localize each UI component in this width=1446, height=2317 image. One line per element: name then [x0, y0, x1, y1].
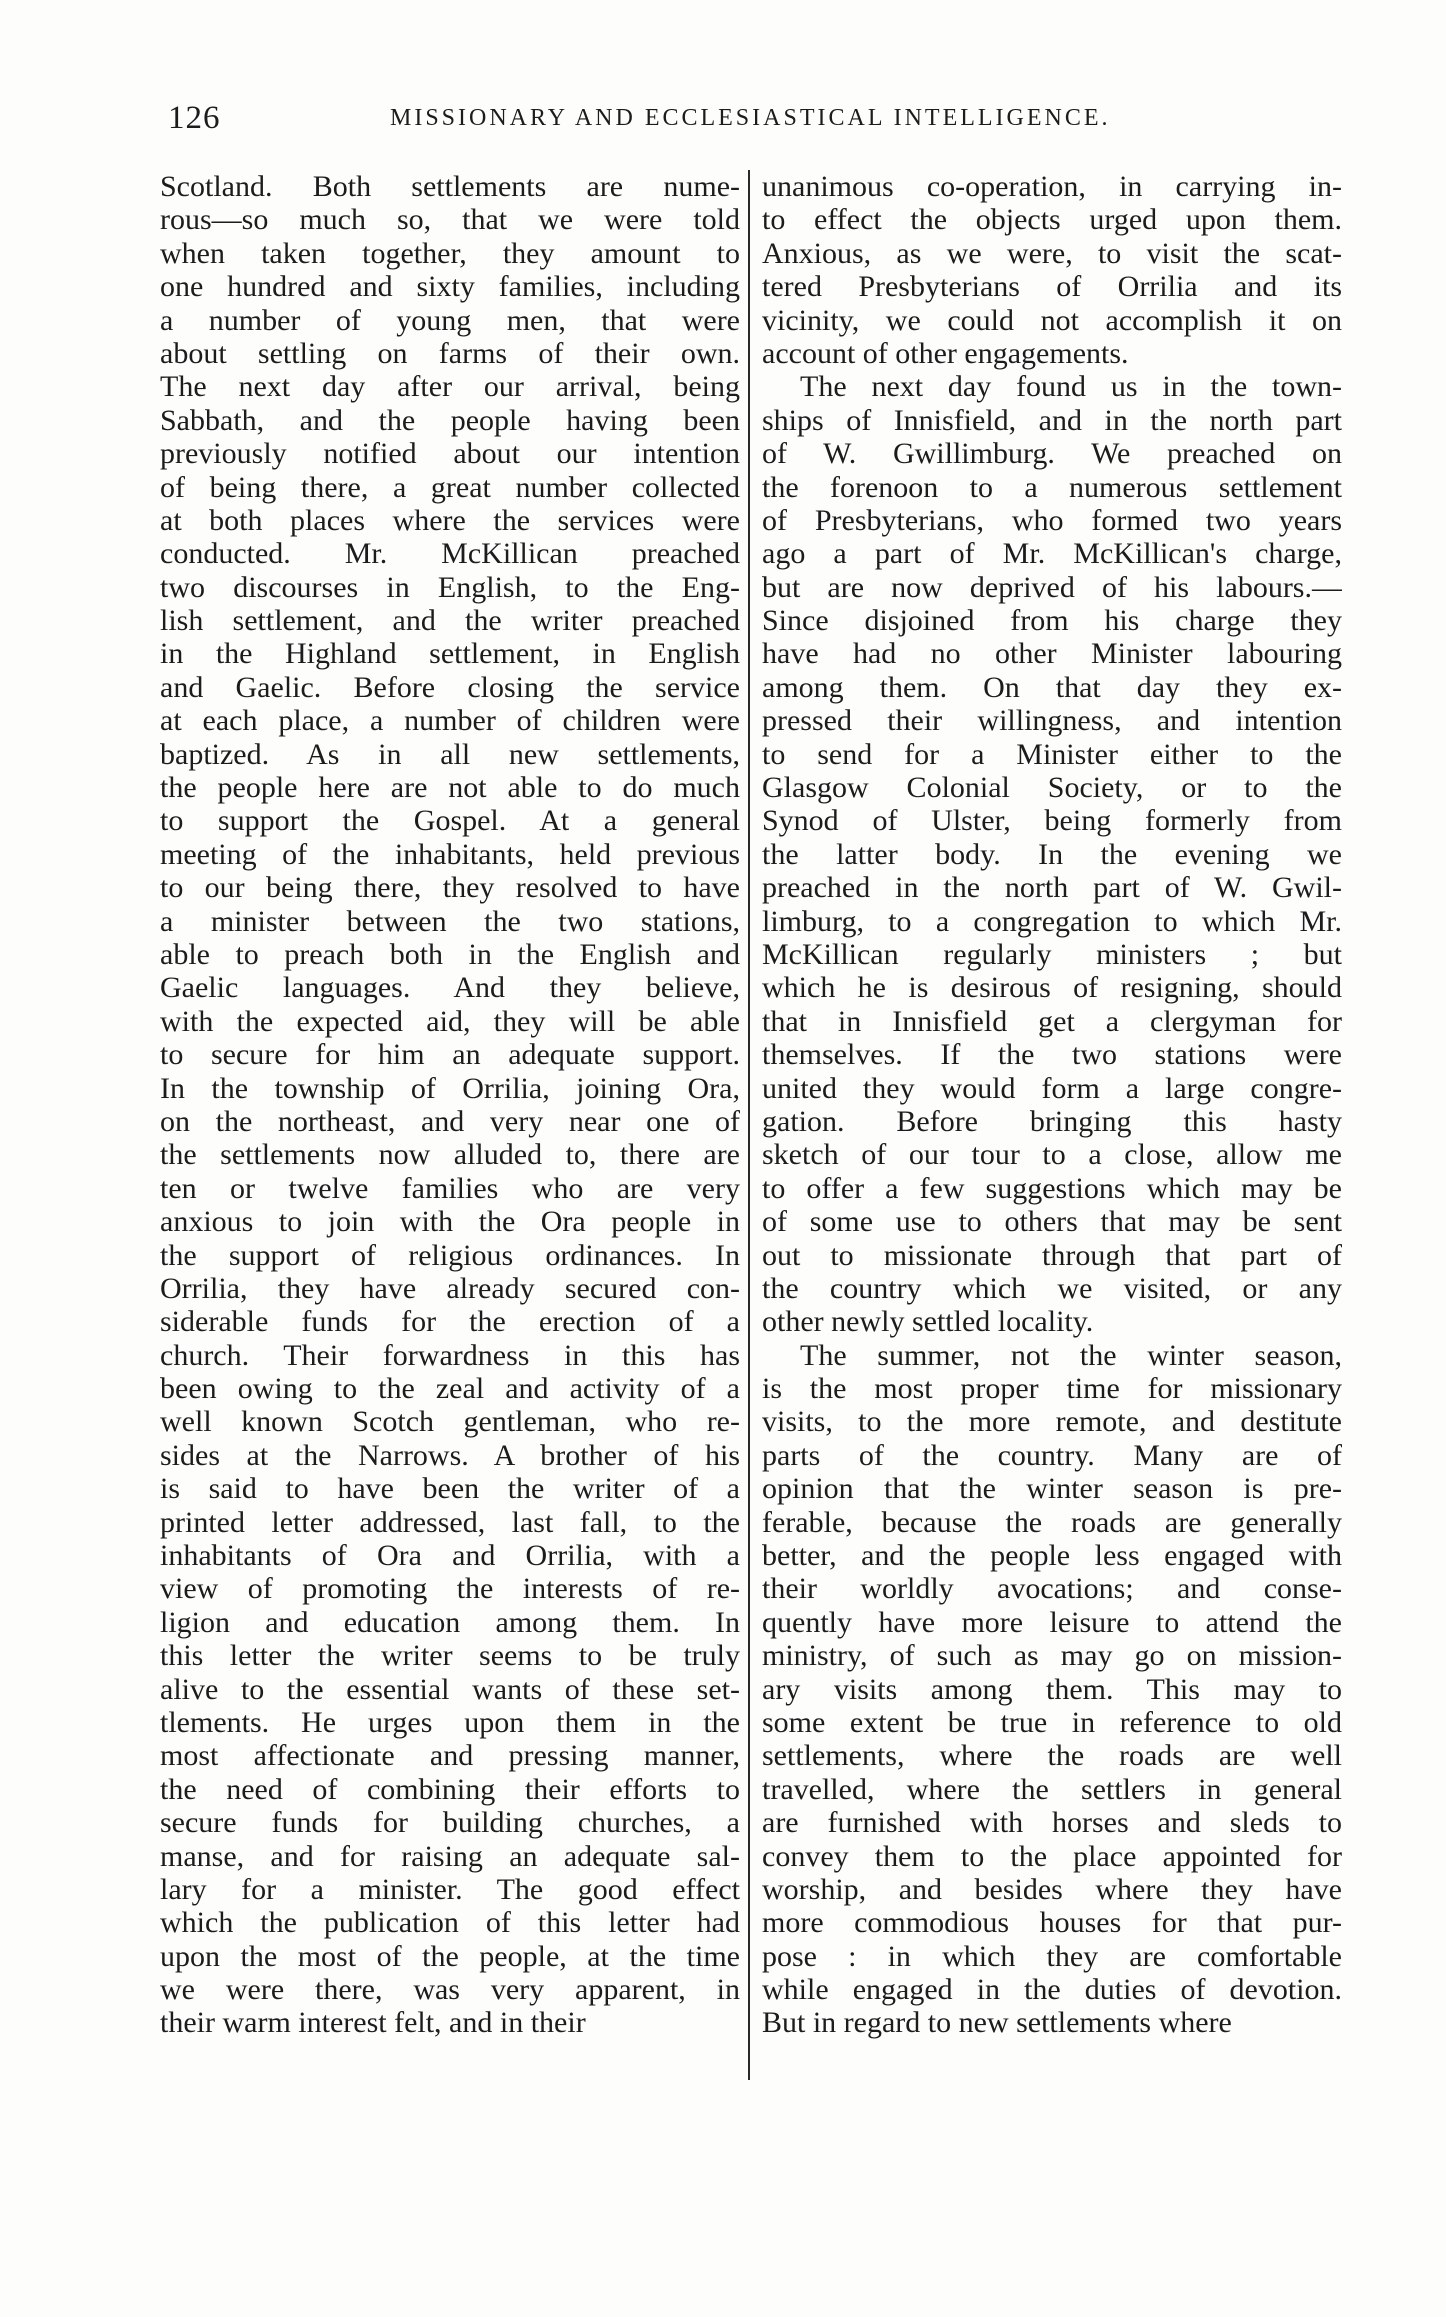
- text-line: among them. On that day they ex-: [762, 670, 1342, 704]
- text-line: ferable, because the roads are generally: [762, 1505, 1342, 1539]
- text-line: manse, and for raising an adequate sal-: [160, 1839, 740, 1873]
- text-line: more commodious houses for that pur-: [762, 1906, 1342, 1940]
- text-line: But in regard to new settlements where: [762, 2006, 1232, 2040]
- text-line: Anxious, as we were, to visit the scat-: [762, 236, 1342, 270]
- text-line: tered Presbyterians of Orrilia and its: [762, 270, 1342, 304]
- text-line: that in Innisfield get a clergyman for: [762, 1004, 1342, 1038]
- text-line: well known Scotch gentleman, who re-: [160, 1405, 740, 1439]
- text-line: the need of combining their efforts to: [160, 1772, 740, 1806]
- text-line: baptized. As in all new settlements,: [160, 737, 740, 771]
- text-line: we were there, was very apparent, in: [160, 1973, 740, 2007]
- text-line: church. Their forwardness in this has: [160, 1338, 740, 1372]
- text-line: lary for a minister. The good effect: [160, 1872, 740, 1906]
- text-line: Gaelic languages. And they believe,: [160, 971, 740, 1005]
- text-line: limburg, to a congregation to which Mr.: [762, 904, 1342, 938]
- text-line: anxious to join with the Ora people in: [160, 1205, 740, 1239]
- text-line: pressed their willingness, and intention: [762, 704, 1342, 738]
- text-line: able to preach both in the English and: [160, 937, 740, 971]
- text-line: which the publication of this letter had: [160, 1906, 740, 1940]
- text-line: about settling on farms of their own.: [160, 336, 740, 370]
- text-line: sides at the Narrows. A brother of his: [160, 1438, 740, 1472]
- text-line: the people here are not able to do much: [160, 771, 740, 805]
- text-line: parts of the country. Many are of: [762, 1438, 1342, 1472]
- text-line: The summer, not the winter season,: [800, 1338, 1342, 1372]
- text-line: unanimous co-operation, in carrying in-: [762, 170, 1342, 203]
- text-line: Scotland. Both settlements are nume-: [160, 170, 740, 203]
- text-line: this letter the writer seems to be truly: [160, 1639, 740, 1673]
- text-line: the forenoon to a numerous settlement: [762, 470, 1342, 504]
- text-line: to support the Gospel. At a general: [160, 804, 740, 838]
- text-line: some extent be true in reference to old: [762, 1705, 1342, 1739]
- text-line: visits, to the more remote, and destitute: [762, 1405, 1342, 1439]
- text-line: rous—so much so, that we were told: [160, 203, 740, 237]
- text-line: but are now deprived of his labours.—: [762, 570, 1342, 604]
- text-line: opinion that the winter season is pre-: [762, 1472, 1342, 1506]
- text-line: Sabbath, and the people having been: [160, 403, 740, 437]
- text-line: of some use to others that may be sent: [762, 1205, 1342, 1239]
- text-line: ships of Innisfield, and in the north part: [762, 403, 1342, 437]
- text-line: inhabitants of Ora and Orrilia, with a: [160, 1539, 740, 1573]
- text-line: the latter body. In the evening we: [762, 837, 1342, 871]
- text-line: at each place, a number of children were: [160, 704, 740, 738]
- text-line: ary visits among them. This may to: [762, 1672, 1342, 1706]
- text-line: the support of religious ordinances. In: [160, 1238, 740, 1272]
- text-line: two discourses in English, to the Eng-: [160, 570, 740, 604]
- text-line: united they would form a large congre-: [762, 1071, 1342, 1105]
- text-line: and Gaelic. Before closing the service: [160, 670, 740, 704]
- text-line: is the most proper time for missionary: [762, 1372, 1342, 1406]
- text-line: the settlements now alluded to, there are: [160, 1138, 740, 1172]
- text-line: ministry, of such as may go on mission-: [762, 1639, 1342, 1673]
- text-line: quently have more leisure to attend the: [762, 1605, 1342, 1639]
- text-line: lish settlement, and the writer preached: [160, 604, 740, 638]
- text-line: Orrilia, they have already secured con-: [160, 1271, 740, 1305]
- text-line: In the township of Orrilia, joining Ora,: [160, 1071, 740, 1105]
- running-title: MISSIONARY AND ECCLESIASTICAL INTELLIGENCE.: [390, 105, 1111, 131]
- right-column: [762, 170, 1342, 2040]
- text-line: worship, and besides where they have: [762, 1872, 1342, 1906]
- text-line: to our being there, they resolved to have: [160, 871, 740, 905]
- text-line: ago a part of Mr. McKillican's charge,: [762, 537, 1342, 571]
- text-line: pose : in which they are comfortable: [762, 1939, 1342, 1973]
- text-line: to effect the objects urged upon them.: [762, 203, 1342, 237]
- text-line: to offer a few suggestions which may be: [762, 1171, 1342, 1205]
- text-line: to send for a Minister either to the: [762, 737, 1342, 771]
- text-line: which he is desirous of resigning, should: [762, 971, 1342, 1005]
- text-line: view of promoting the interests of re-: [160, 1572, 740, 1606]
- text-line: previously notified about our intention: [160, 437, 740, 471]
- text-line: upon the most of the people, at the time: [160, 1939, 740, 1973]
- text-line: gation. Before bringing this hasty: [762, 1104, 1342, 1138]
- text-line: of being there, a great number collected: [160, 470, 740, 504]
- text-line: their warm interest felt, and in their: [160, 2006, 586, 2040]
- text-line: alive to the essential wants of these set-: [160, 1672, 740, 1706]
- text-line: when taken together, they amount to: [160, 236, 740, 270]
- text-line: The next day found us in the town-: [800, 370, 1342, 404]
- text-line: travelled, where the settlers in general: [762, 1772, 1342, 1806]
- text-line: to secure for him an adequate support.: [160, 1038, 740, 1072]
- text-line: been owing to the zeal and activity of a: [160, 1372, 740, 1406]
- text-line: preached in the north part of W. Gwil-: [762, 871, 1342, 905]
- text-line: vicinity, we could not accomplish it on: [762, 303, 1342, 337]
- text-line: secure funds for building churches, a: [160, 1806, 740, 1840]
- text-line: other newly settled locality.: [762, 1305, 1094, 1339]
- text-line: The next day after our arrival, being: [160, 370, 740, 404]
- text-line: are furnished with horses and sleds to: [762, 1806, 1342, 1840]
- text-line: have had no other Minister labouring: [762, 637, 1342, 671]
- text-line: ligion and education among them. In: [160, 1605, 740, 1639]
- text-line: one hundred and sixty families, including: [160, 270, 740, 304]
- text-line: with the expected aid, they will be able: [160, 1004, 740, 1038]
- text-line: tlements. He urges upon them in the: [160, 1705, 740, 1739]
- text-line: account of other engagements.: [762, 336, 1129, 370]
- text-line: convey them to the place appointed for: [762, 1839, 1342, 1873]
- text-line: Synod of Ulster, being formerly from: [762, 804, 1342, 838]
- text-line: of Presbyterians, who formed two years: [762, 503, 1342, 537]
- page-number: 126: [168, 100, 221, 136]
- running-head: [160, 100, 1340, 140]
- text-line: themselves. If the two stations were: [762, 1038, 1342, 1072]
- text-line: on the northeast, and very near one of: [160, 1104, 740, 1138]
- text-line: while engaged in the duties of devotion.: [762, 1973, 1342, 2007]
- text-line: sketch of our tour to a close, allow me: [762, 1138, 1342, 1172]
- text-line: out to missionate through that part of: [762, 1238, 1342, 1272]
- text-line: conducted. Mr. McKillican preached: [160, 537, 740, 571]
- text-line: of W. Gwillimburg. We preached on: [762, 437, 1342, 471]
- text-line: their worldly avocations; and conse-: [762, 1572, 1342, 1606]
- text-line: most affectionate and pressing manner,: [160, 1739, 740, 1773]
- text-line: Glasgow Colonial Society, or to the: [762, 771, 1342, 805]
- text-line: at both places where the services were: [160, 503, 740, 537]
- text-line: meeting of the inhabitants, held previous: [160, 837, 740, 871]
- text-line: McKillican regularly ministers ; but: [762, 937, 1342, 971]
- text-line: better, and the people less engaged with: [762, 1539, 1342, 1573]
- text-line: the country which we visited, or any: [762, 1271, 1342, 1305]
- text-line: ten or twelve families who are very: [160, 1171, 740, 1205]
- text-line: is said to have been the writer of a: [160, 1472, 740, 1506]
- text-line: a number of young men, that were: [160, 303, 740, 337]
- text-line: siderable funds for the erection of a: [160, 1305, 740, 1339]
- column-divider: [748, 170, 750, 2080]
- text-line: printed letter addressed, last fall, to the: [160, 1505, 740, 1539]
- text-line: in the Highland settlement, in English: [160, 637, 740, 671]
- text-line: a minister between the two stations,: [160, 904, 740, 938]
- text-line: settlements, where the roads are well: [762, 1739, 1342, 1773]
- left-column: [160, 170, 740, 2040]
- text-line: Since disjoined from his charge they: [762, 604, 1342, 638]
